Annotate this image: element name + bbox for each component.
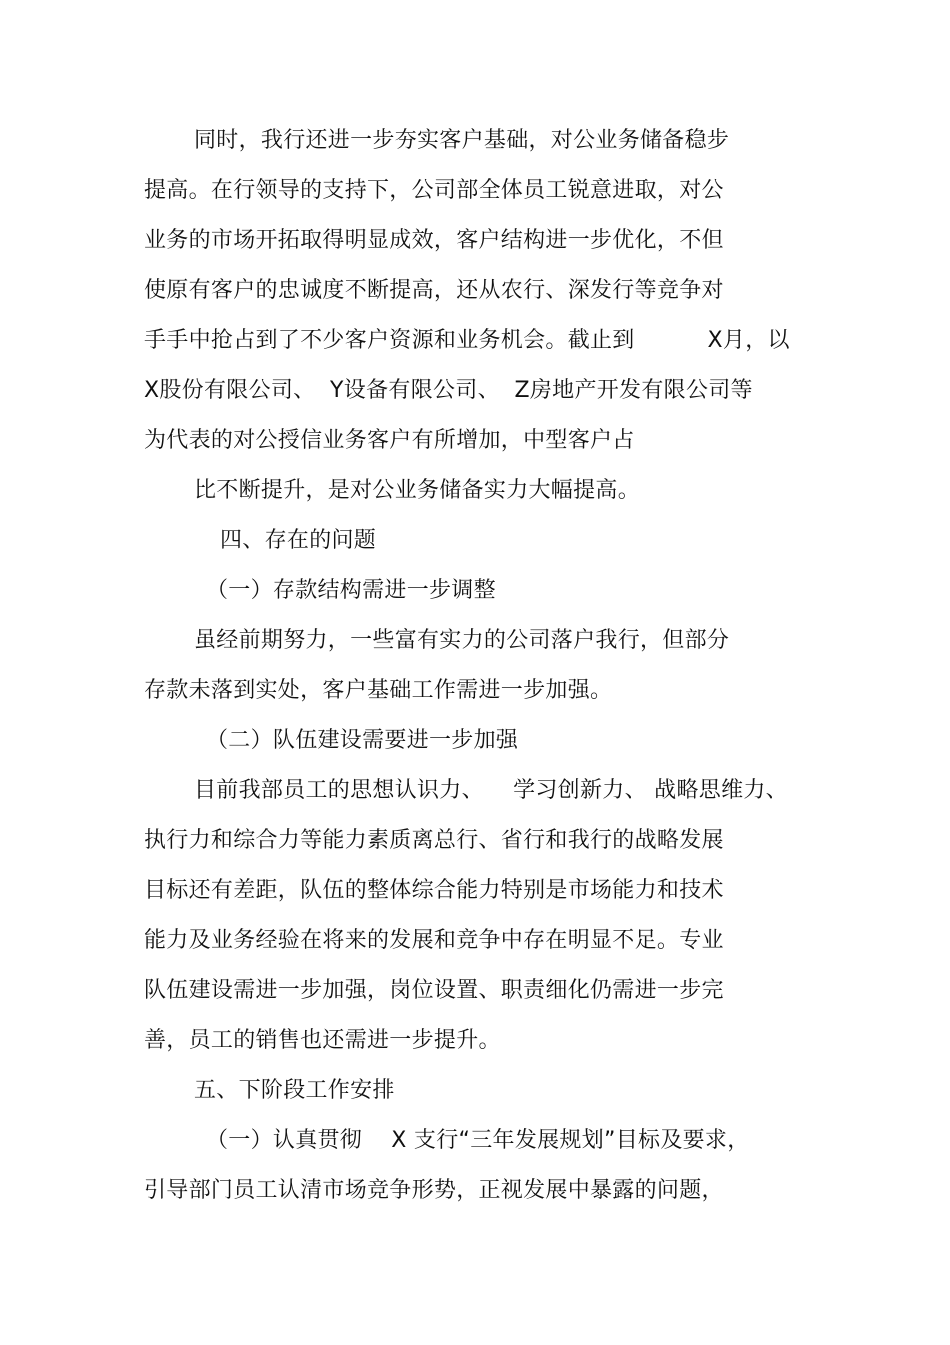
- paragraph-line: 目前我部员工的思想认识力、 学习创新力、 战略思维力、: [194, 778, 788, 803]
- paragraph-line: 比不断提升，是对公业务储备实力大幅提高。: [194, 478, 641, 503]
- subsection-heading: （一）认真贯彻 X 支行“三年发展规划”目标及要求，: [206, 1128, 750, 1153]
- paragraph-line: 善，员工的销售也还需进一步提升。: [144, 1028, 501, 1053]
- subsection-heading: （二）队伍建设需要进一步加强: [206, 728, 519, 753]
- paragraph-line: 使原有客户的忠诚度不断提高，还从农行、深发行等竞争对: [144, 278, 724, 303]
- paragraph-line: 执行力和综合力等能力素质离总行、省行和我行的战略发展: [144, 828, 724, 853]
- paragraph-line: 手手中抢占到了不少客户资源和业务机会。截止到 X月，以: [144, 328, 790, 353]
- paragraph-line: 同时，我行还进一步夯实客户基础，对公业务储备稳步: [194, 128, 730, 153]
- section-heading: 四、存在的问题: [220, 528, 377, 553]
- paragraph-line: 目标还有差距，队伍的整体综合能力特别是市场能力和技术: [144, 878, 724, 903]
- paragraph-line: 业务的市场开拓取得明显成效，客户结构进一步优化，不但: [144, 228, 724, 253]
- paragraph-line: 存款未落到实处，客户基础工作需进一步加强。: [144, 678, 613, 703]
- paragraph-line: 提高。在行领导的支持下，公司部全体员工锐意进取，对公: [144, 178, 724, 203]
- paragraph-line: 队伍建设需进一步加强，岗位设置、职责细化仍需进一步完: [144, 978, 724, 1003]
- paragraph-line: 引导部门员工认清市场竞争形势，正视发展中暴露的问题，: [144, 1178, 724, 1203]
- paragraph-line: 为代表的对公授信业务客户有所增加，中型客户占: [144, 428, 635, 453]
- paragraph-line: 能力及业务经验在将来的发展和竞争中存在明显不足。专业: [144, 928, 724, 953]
- section-heading: 五、下阶段工作安排: [194, 1078, 395, 1103]
- subsection-heading: （一）存款结构需进一步调整: [206, 578, 496, 603]
- paragraph-line: 虽经前期努力，一些富有实力的公司落户我行，但部分: [194, 628, 730, 653]
- paragraph-line: X股份有限公司、 Y设备有限公司、 Z房地产开发有限公司等: [144, 378, 753, 403]
